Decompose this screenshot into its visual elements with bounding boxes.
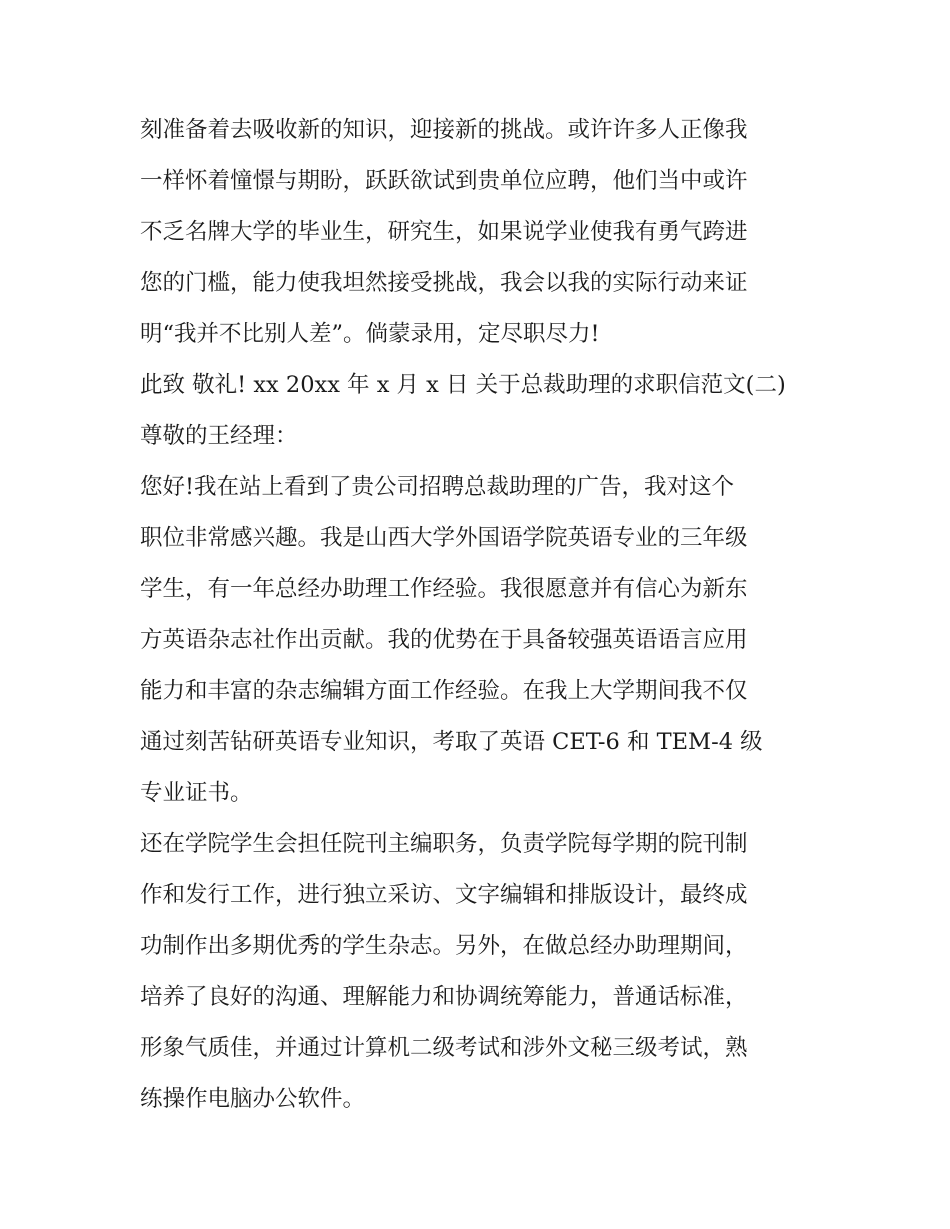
text-line: 还在学院学生会担任院刊主编职务，负责学院每学期的院刊制 [140,831,748,857]
text-line: 一样怀着憧憬与期盼，跃跃欲试到贵单位应聘，他们当中或许 [140,168,748,194]
text-line: 专业证书。 [140,780,253,806]
salutation: 尊敬的王经理： [140,423,298,449]
letter-body [140,107,820,1127]
text-line: 通过刻苦钻研英语专业知识，考取了英语 CET-6 和 TEM-4 级 [140,729,763,755]
text-line: 形象气质佳，并通过计算机二级考试和涉外文秘三级考试，熟 [140,1035,748,1061]
text-line: 能力和丰富的杂志编辑方面工作经验。在我上大学期间我不仅 [140,678,748,704]
text-line: 学生，有一年总经办助理工作经验。我很愿意并有信心为新东 [140,576,748,602]
text-line: 刻准备着去吸收新的知识，迎接新的挑战。或许许多人正像我 [140,117,748,143]
text-line: 作和发行工作，进行独立采访、文字编辑和排版设计，最终成 [140,882,748,908]
text-line: 明“我并不比别人差”。倘蒙录用，定尽职尽力! [140,321,600,347]
text-line: 您好!我在站上看到了贵公司招聘总裁助理的广告，我对这个 [140,474,735,500]
closing-and-title-line: 此致 敬礼! xx 20xx 年 x 月 x 日 关于总裁助理的求职信范文(二) [140,372,786,398]
text-line: 不乏名牌大学的毕业生，研究生，如果说学业使我有勇气跨进 [140,219,748,245]
text-line: 您的门槛，能力使我坦然接受挑战，我会以我的实际行动来证 [140,270,748,296]
text-line: 功制作出多期优秀的学生杂志。另外，在做总经办助理期间， [140,933,748,959]
text-line: 练操作电脑办公软件。 [140,1086,366,1112]
text-line: 培养了良好的沟通、理解能力和协调统筹能力，普通话标准， [140,984,748,1010]
text-line: 方英语杂志社作出贡献。我的优势在于具备较强英语语言应用 [140,627,748,653]
text-line: 职位非常感兴趣。我是山西大学外国语学院英语专业的三年级 [140,525,748,551]
